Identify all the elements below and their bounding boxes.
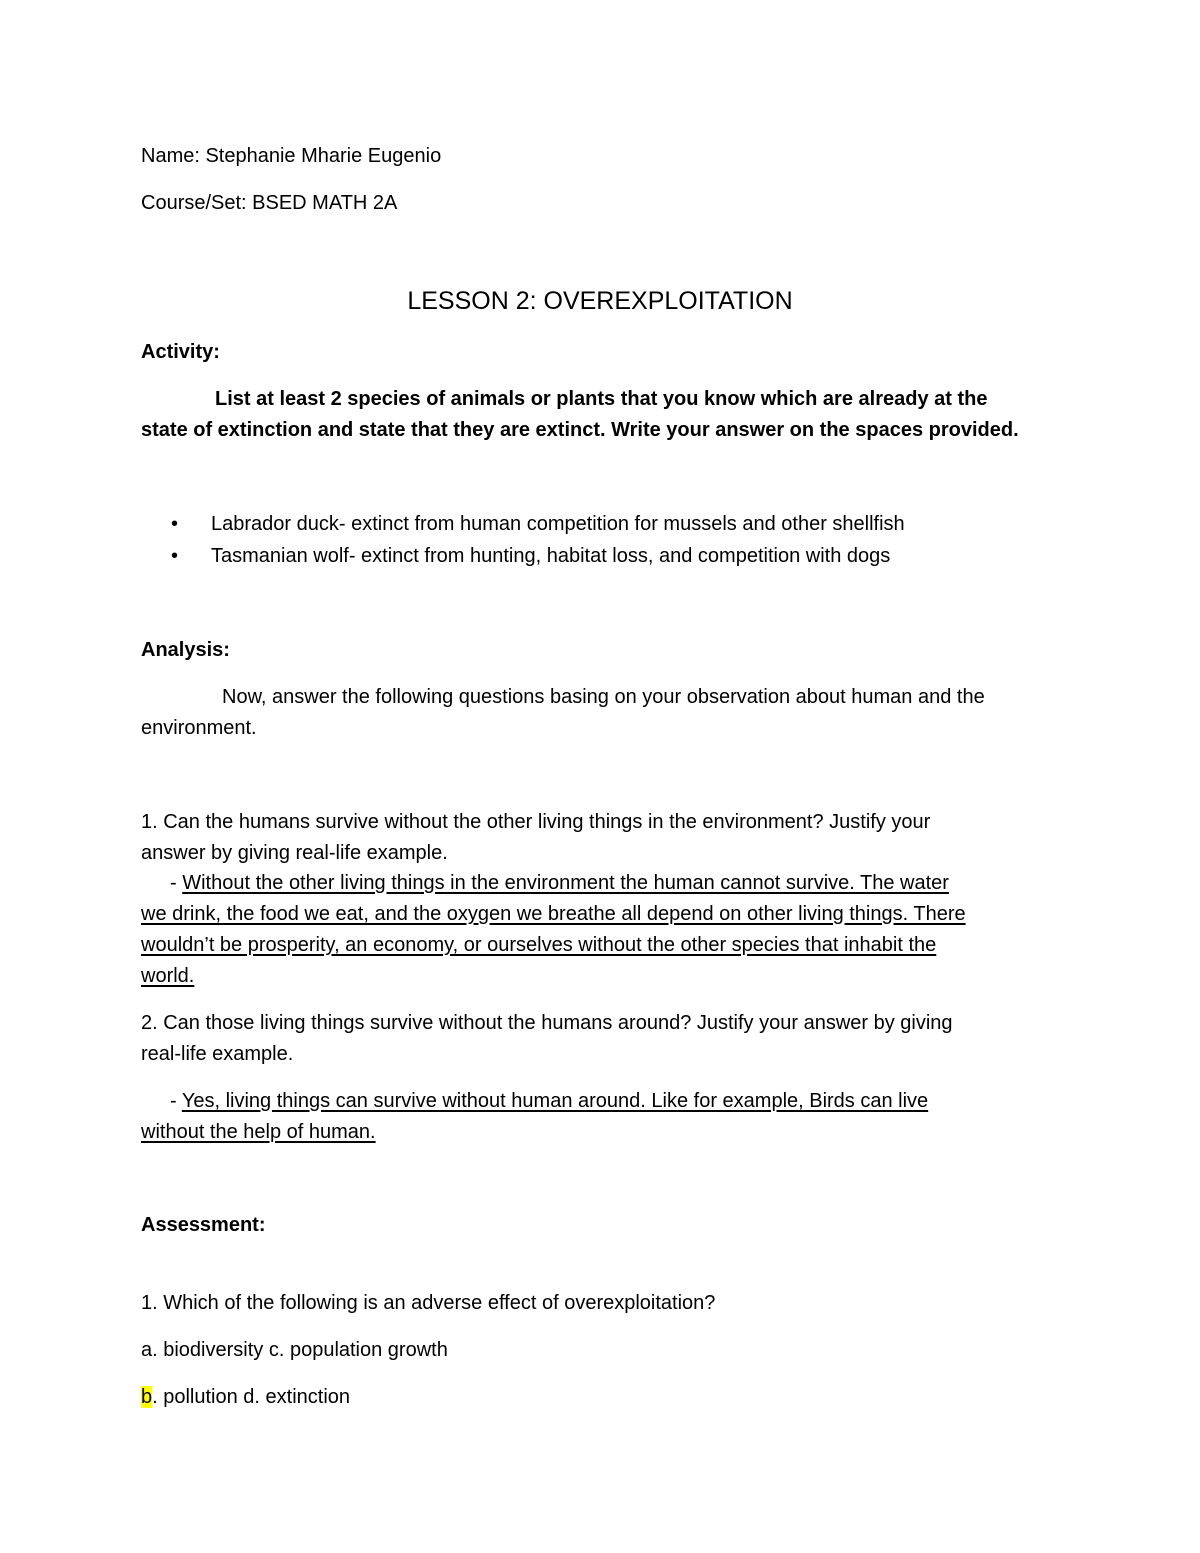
answer-1-text: Without the other living things in the environment the human cannot survive. The water [182, 872, 949, 894]
list-item: Labrador duck- extinct from human competition for mussels and other shellfish [211, 513, 905, 535]
activity-heading: Activity: [141, 341, 220, 363]
answer-1-line1 [170, 868, 949, 899]
answer-2-text: Yes, living things can survive without human around. Like for example, Birds can live [181, 1090, 929, 1112]
assessment-question: 1. Which of the following is an adverse effect of overexploitation? [141, 1292, 716, 1314]
answer-dash: - [170, 1090, 182, 1112]
answer-2-line2: without the help of human. [141, 1121, 376, 1143]
question-2-line1: 2. Can those living things survive without the humans around? Justify your answer by giving [141, 1012, 953, 1034]
option-row-1: a. biodiversity c. population growth [141, 1339, 448, 1361]
assessment-heading: Assessment: [141, 1214, 266, 1236]
analysis-intro-line2: environment. [141, 717, 257, 739]
option-row-2-text: . pollution d. extinction [152, 1386, 351, 1408]
course-set: Course/Set: BSED MATH 2A [141, 192, 398, 214]
question-1-line1: 1. Can the humans survive without the other living things in the environment? Justify your [141, 811, 931, 833]
lesson-title: LESSON 2: OVEREXPLOITATION [407, 287, 793, 315]
answer-2-line1 [170, 1086, 928, 1117]
bullet-icon: • [171, 545, 179, 567]
answer-1-line4: world. [141, 965, 195, 987]
answer-1-line2: we drink, the food we eat, and the oxygen we breathe all depend on other living things. There [141, 903, 966, 925]
student-name: Name: Stephanie Mharie Eugenio [141, 145, 442, 167]
bullet-icon: • [171, 513, 179, 535]
activity-instruction-line2: state of extinction and state that they are extinct. Write your answer on the spaces provided. [141, 419, 1019, 441]
analysis-heading: Analysis: [141, 639, 230, 661]
activity-instruction-line1: List at least 2 species of animals or plants that you know which are already at the [215, 388, 988, 410]
question-2-line2: real-life example. [141, 1043, 294, 1065]
analysis-intro-line1: Now, answer the following questions basing on your observation about human and the [222, 686, 985, 708]
list-item: Tasmanian wolf- extinct from hunting, habitat loss, and competition with dogs [211, 545, 891, 567]
question-1-line2: answer by giving real-life example. [141, 842, 448, 864]
answer-1-line3: wouldn’t be prosperity, an economy, or ourselves without the other species that inhabit the [141, 934, 937, 956]
answer-dash: - [170, 872, 183, 894]
selected-answer-highlight: b [141, 1386, 153, 1408]
option-row-2 [141, 1382, 350, 1413]
